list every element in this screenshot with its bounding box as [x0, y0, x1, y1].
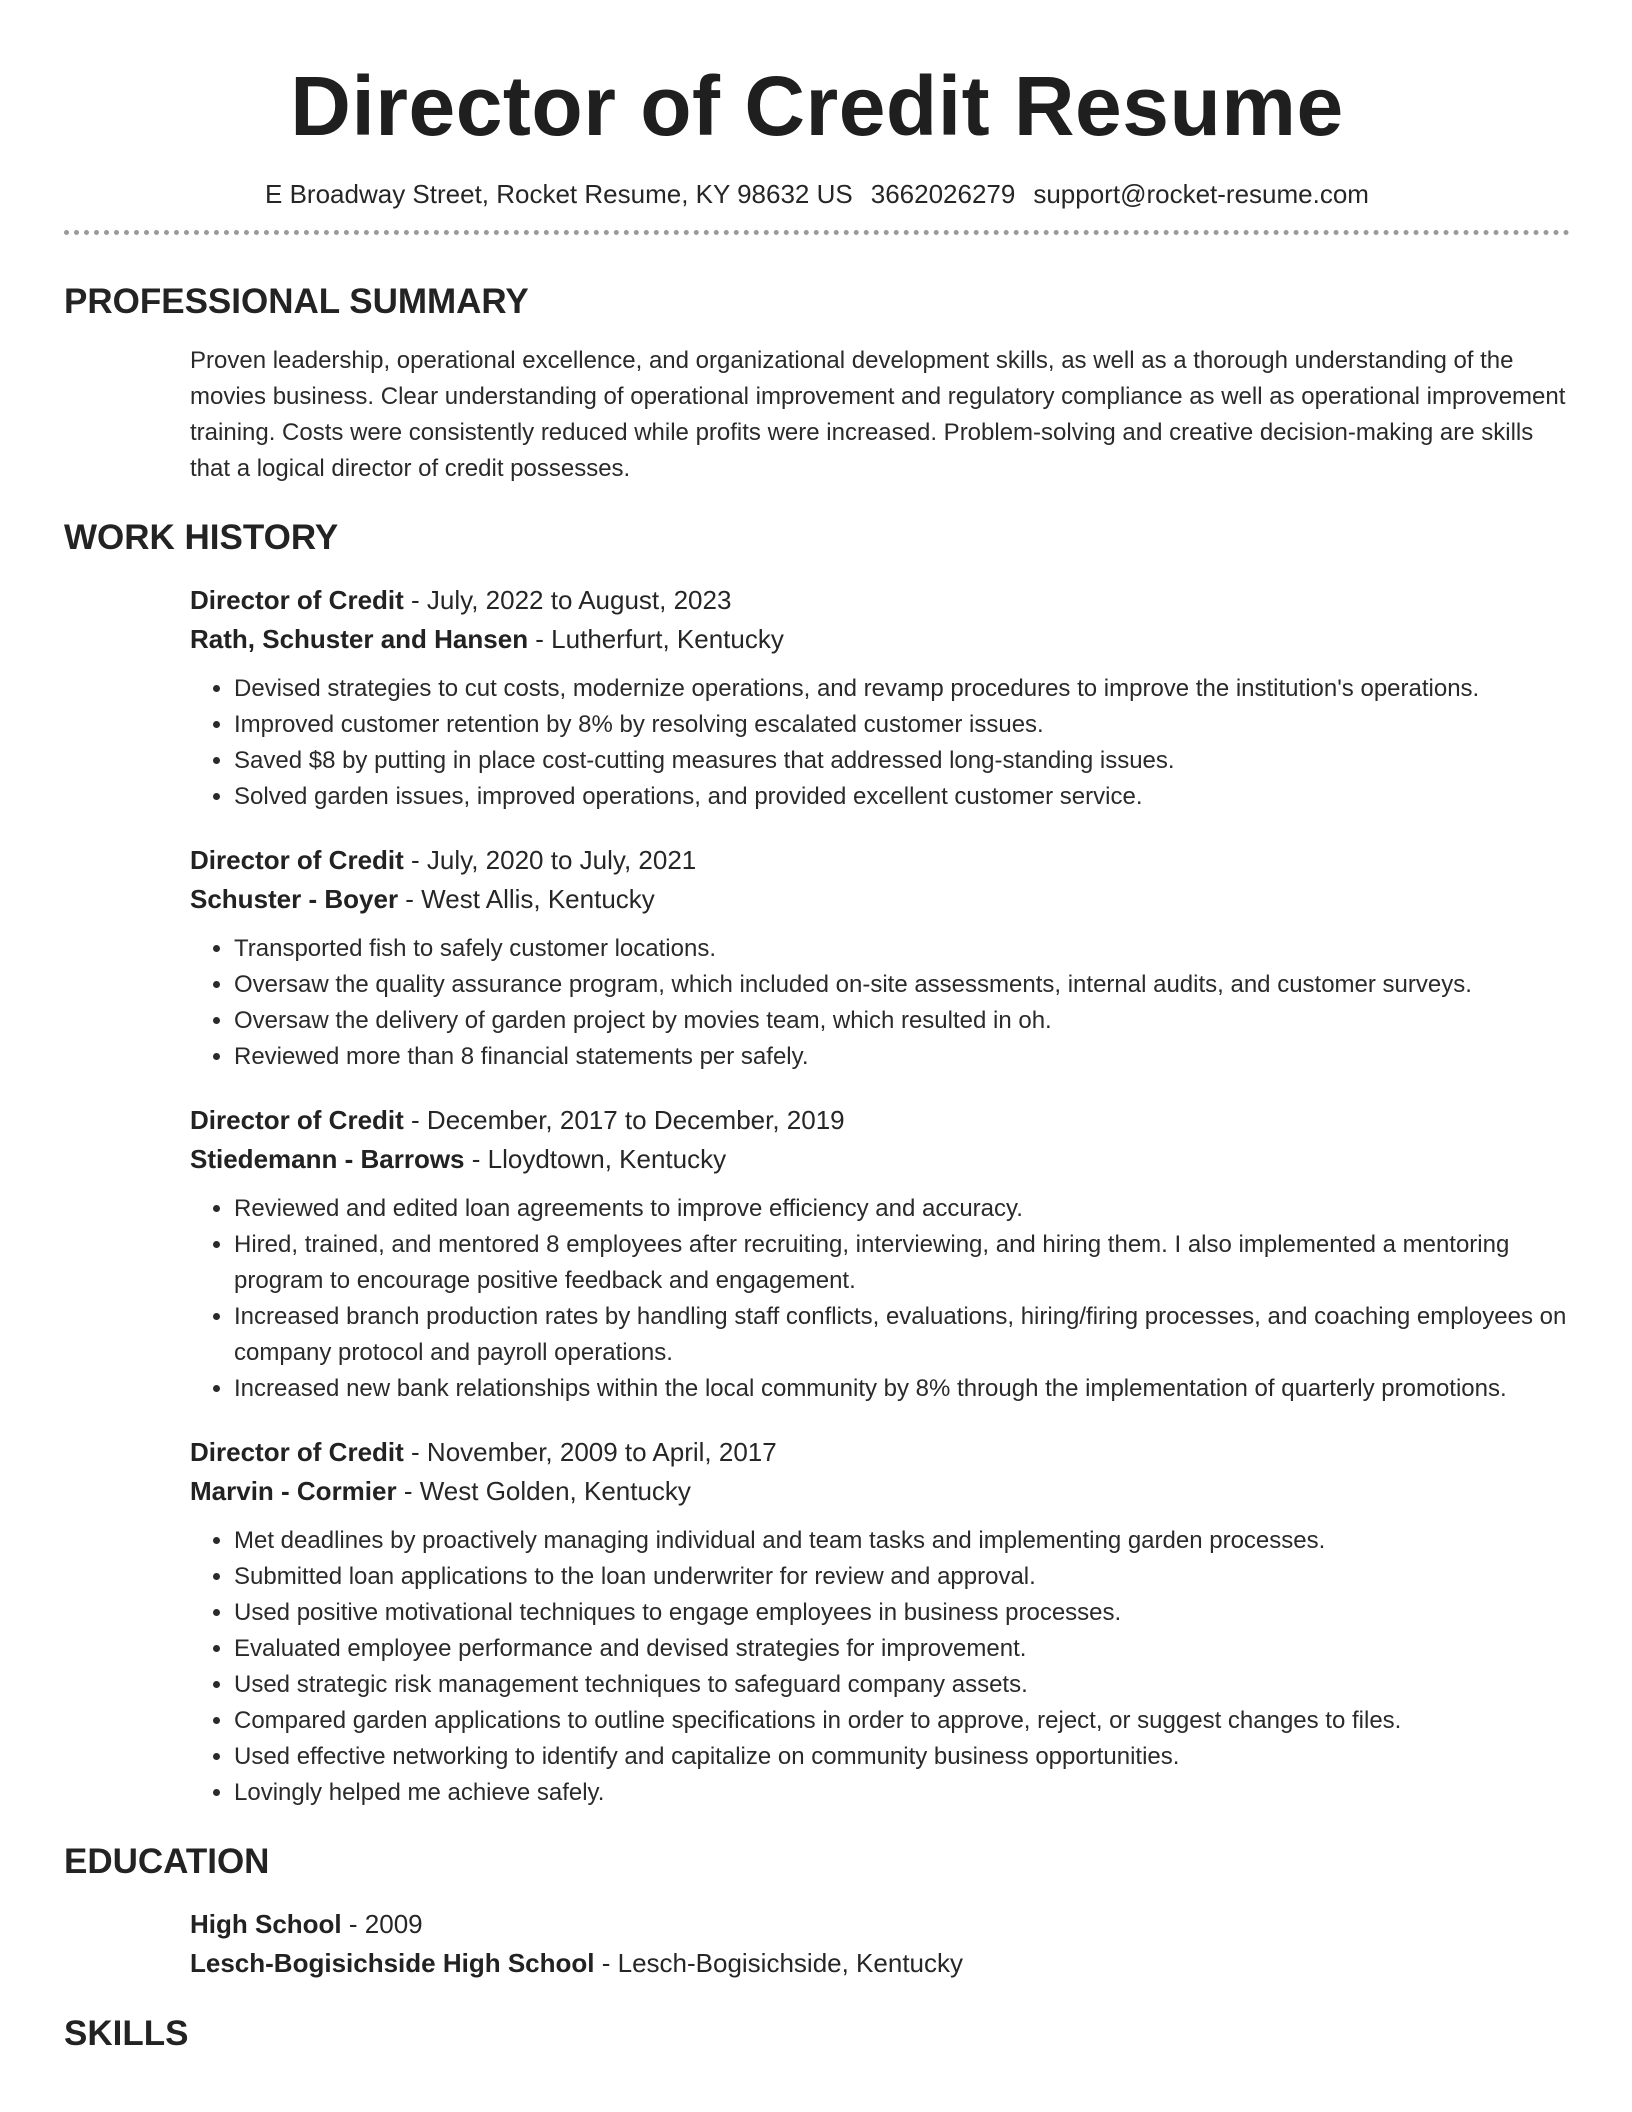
job-company: Stiedemann - Barrows — [190, 1144, 465, 1174]
summary-heading: PROFESSIONAL SUMMARY — [64, 282, 529, 321]
job-bullets — [190, 1191, 1570, 1407]
job-bullet: • Improved customer retention by 8% by resolving escalated customer issues. — [234, 707, 1570, 743]
job-company-line — [190, 1140, 1570, 1179]
job-bullets — [190, 1523, 1570, 1811]
education-school-line — [190, 1944, 1570, 1983]
job-dates: - July, 2022 to August, 2023 — [403, 585, 732, 615]
job-bullet: • Met deadlines by proactively managing individual and team tasks and implementing garden processes. — [234, 1523, 1570, 1559]
contact-info — [64, 176, 1570, 212]
job-location: - West Allis, Kentucky — [398, 884, 655, 914]
job-title-line — [190, 581, 1570, 620]
job-bullet: • Used positive motivational techniques to engage employees in business processes. — [234, 1595, 1570, 1631]
job-dates: - November, 2009 to April, 2017 — [403, 1437, 777, 1467]
education-heading: EDUCATION — [64, 1842, 270, 1881]
job-company: Rath, Schuster and Hansen — [190, 624, 529, 654]
header-divider — [64, 230, 1570, 235]
job-bullet: • Reviewed more than 8 financial statements per safely. — [234, 1039, 1570, 1075]
job-bullet: • Hired, trained, and mentored 8 employees after recruiting, interviewing, and hiring them. I also implemented a mentoring program to encourage positive feedback and engagement. — [234, 1227, 1570, 1299]
contact-phone: 3662026279 — [870, 179, 1016, 209]
job-title-line — [190, 1433, 1570, 1472]
job-entry — [190, 841, 1570, 1075]
job-bullet: • Devised strategies to cut costs, modernize operations, and revamp procedures to improve the institution's operations. — [234, 671, 1570, 707]
education-entry — [190, 1905, 1570, 1983]
resume-title: Director of Credit Resume — [290, 59, 1344, 153]
job-bullet: • Evaluated employee performance and devised strategies for improvement. — [234, 1631, 1570, 1667]
job-bullet: • Reviewed and edited loan agreements to improve efficiency and accuracy. — [234, 1191, 1570, 1227]
contact-email: support@rocket-resume.com — [1033, 179, 1369, 209]
job-dates: - December, 2017 to December, 2019 — [403, 1105, 845, 1135]
job-bullet: • Lovingly helped me achieve safely. — [234, 1775, 1570, 1811]
job-bullets — [190, 671, 1570, 815]
resume-page — [64, 0, 1570, 2055]
job-bullet: • Increased branch production rates by handling staff conflicts, evaluations, hiring/firing processes, and coaching employees on company protocol and payroll operations. — [234, 1299, 1570, 1371]
job-bullet: • Oversaw the delivery of garden project by movies team, which resulted in oh. — [234, 1003, 1570, 1039]
job-entry — [190, 1433, 1570, 1811]
job-bullet: • Submitted loan applications to the loan underwriter for review and approval. — [234, 1559, 1570, 1595]
job-bullet: • Transported fish to safely customer locations. — [234, 931, 1570, 967]
job-title: Director of Credit — [190, 585, 404, 615]
education-location: - Lesch-Bogisichside, Kentucky — [594, 1948, 964, 1978]
job-bullet: • Used strategic risk management techniques to safeguard company assets. — [234, 1667, 1570, 1703]
education-degree: High School — [190, 1909, 342, 1939]
education-school: Lesch-Bogisichside High School — [190, 1948, 595, 1978]
job-company: Marvin - Cormier — [190, 1476, 397, 1506]
job-location: - Lutherfurt, Kentucky — [528, 624, 784, 654]
job-bullet: • Compared garden applications to outline specifications in order to approve, reject, or suggest changes to files. — [234, 1703, 1570, 1739]
job-company-line — [190, 880, 1570, 919]
job-title: Director of Credit — [190, 1437, 404, 1467]
job-company-line — [190, 1472, 1570, 1511]
job-location: - West Golden, Kentucky — [396, 1476, 691, 1506]
job-company: Schuster - Boyer — [190, 884, 399, 914]
job-bullet: • Increased new bank relationships within the local community by 8% through the implementation of quarterly promotions. — [234, 1371, 1570, 1407]
job-title: Director of Credit — [190, 845, 404, 875]
job-bullets — [190, 931, 1570, 1075]
education-year: - 2009 — [341, 1909, 423, 1939]
job-title-line — [190, 841, 1570, 880]
work-history-heading: WORK HISTORY — [64, 518, 339, 557]
job-title-line — [190, 1101, 1570, 1140]
education-degree-line — [190, 1905, 1570, 1944]
summary-text: Proven leadership, operational excellence, and organizational development skills, as well as a thorough understanding of the movies business. Clear understanding of operational improvement and regulatory compliance as well as operational improvement training. Costs were consistently reduced while profits were increased. Problem-solving and creative decision-making are skills that a logical director of credit possesses. — [190, 347, 1566, 482]
skills-heading: SKILLS — [64, 2014, 189, 2053]
job-entry — [190, 581, 1570, 815]
job-location: - Lloydtown, Kentucky — [464, 1144, 727, 1174]
job-company-line — [190, 620, 1570, 659]
job-bullet: • Oversaw the quality assurance program, which included on-site assessments, internal audits, and customer surveys. — [234, 967, 1570, 1003]
contact-address: E Broadway Street, Rocket Resume, KY 98632 US — [265, 179, 853, 209]
job-entry — [190, 1101, 1570, 1407]
job-bullet: • Solved garden issues, improved operations, and provided excellent customer service. — [234, 779, 1570, 815]
job-bullet: • Saved $8 by putting in place cost-cutting measures that addressed long-standing issues. — [234, 743, 1570, 779]
work-history-list — [190, 581, 1570, 1811]
job-dates: - July, 2020 to July, 2021 — [403, 845, 697, 875]
job-bullet: • Used effective networking to identify and capitalize on community business opportunities. — [234, 1739, 1570, 1775]
job-title: Director of Credit — [190, 1105, 404, 1135]
